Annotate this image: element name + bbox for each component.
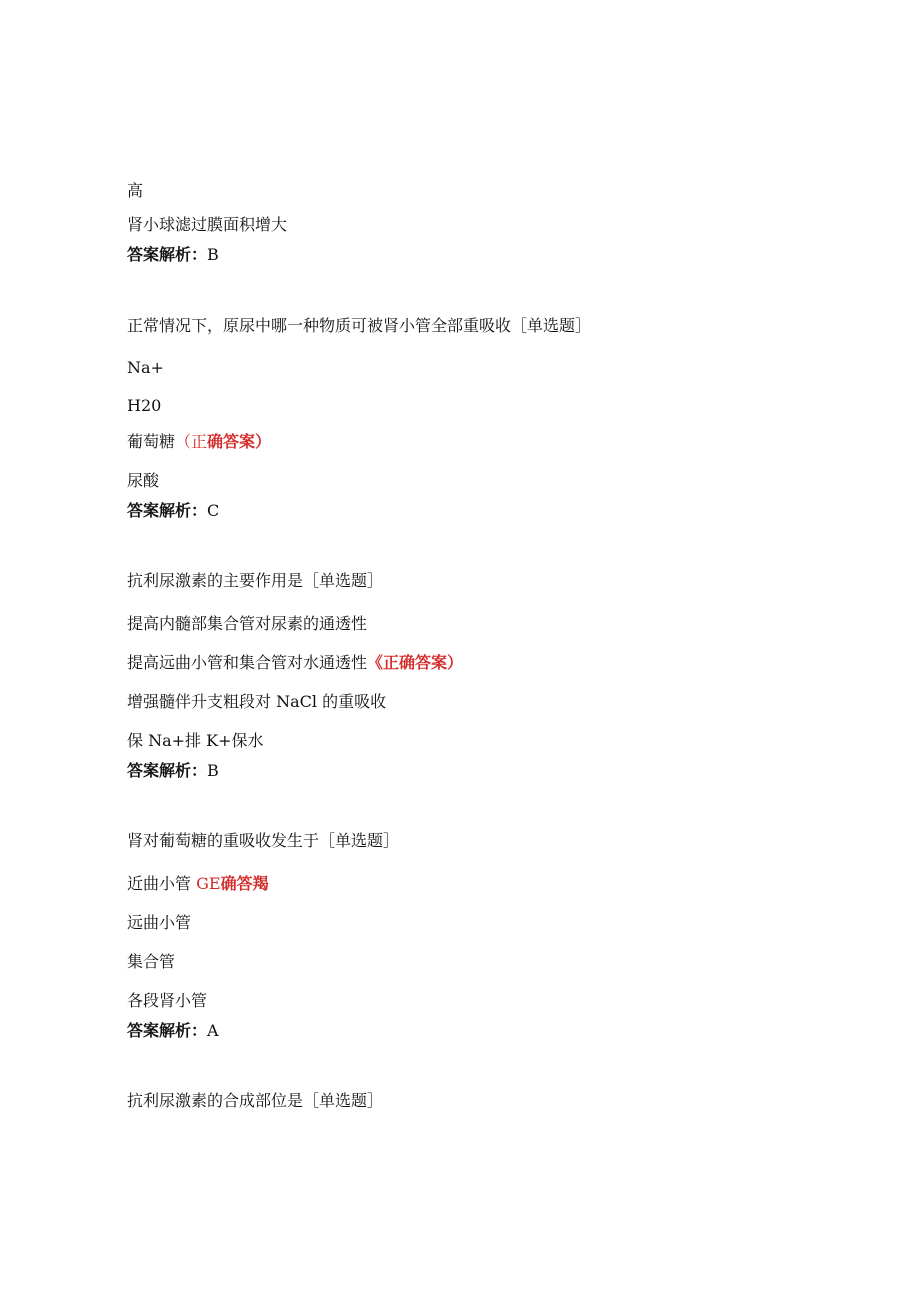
option-text: 肾小球滤过膜面积增大 [127,215,288,234]
answer-analysis [127,245,219,265]
analysis-value: B [207,761,219,780]
answer-analysis [127,501,219,521]
option-c: 增强髓伴升支粗段对 NaCl 的重吸收 [127,692,387,711]
option-b [127,653,463,673]
correct-answer-mark: 确答羯 [220,874,269,893]
analysis-value: A [207,1021,219,1040]
option-text: 高 [127,181,144,200]
question-text: 正常情况下，原尿中哪一种物质可被肾小管全部重吸收［单选题］ [127,316,592,335]
analysis-value: C [207,501,220,520]
option-d: 保 Na+排 K+保水 [127,731,264,750]
question-text: 抗利尿激素的主要作用是［单选题］ [127,571,384,590]
answer-analysis [127,761,219,781]
option-a [127,874,269,894]
option-text: 近曲小管 [127,874,192,893]
option-a: Na+ [127,358,164,377]
analysis-label: 答案解析： [127,1021,208,1040]
option-b: 远曲小管 [127,913,192,932]
option-a: 提高内髓部集合管对尿素的通透性 [127,614,368,633]
option-text: 提高远曲小管和集合管对水通透性 [127,653,368,672]
correct-answer-mark: （正 [175,432,208,451]
analysis-label: 答案解析： [127,501,208,520]
option-text: 葡萄糖 [127,432,176,451]
question-text: 抗利尿激素的合成部位是［单选题］ [127,1091,384,1110]
correct-answer-mark: GE [196,874,221,893]
option-c: 集合管 [127,952,176,971]
option-d: 尿酸 [127,471,160,490]
option-b: H20 [127,396,162,415]
question-text: 肾对葡萄糖的重吸收发生于［单选题］ [127,831,400,850]
correct-answer-mark: 《正确答案） [367,653,464,672]
analysis-label: 答案解析： [127,761,208,780]
option-c [127,432,271,452]
analysis-label: 答案解析： [127,245,208,264]
option-d: 各段肾小管 [127,991,208,1010]
correct-answer-mark: 确答案） [207,432,272,451]
answer-analysis [127,1021,219,1041]
analysis-value: B [207,245,219,264]
